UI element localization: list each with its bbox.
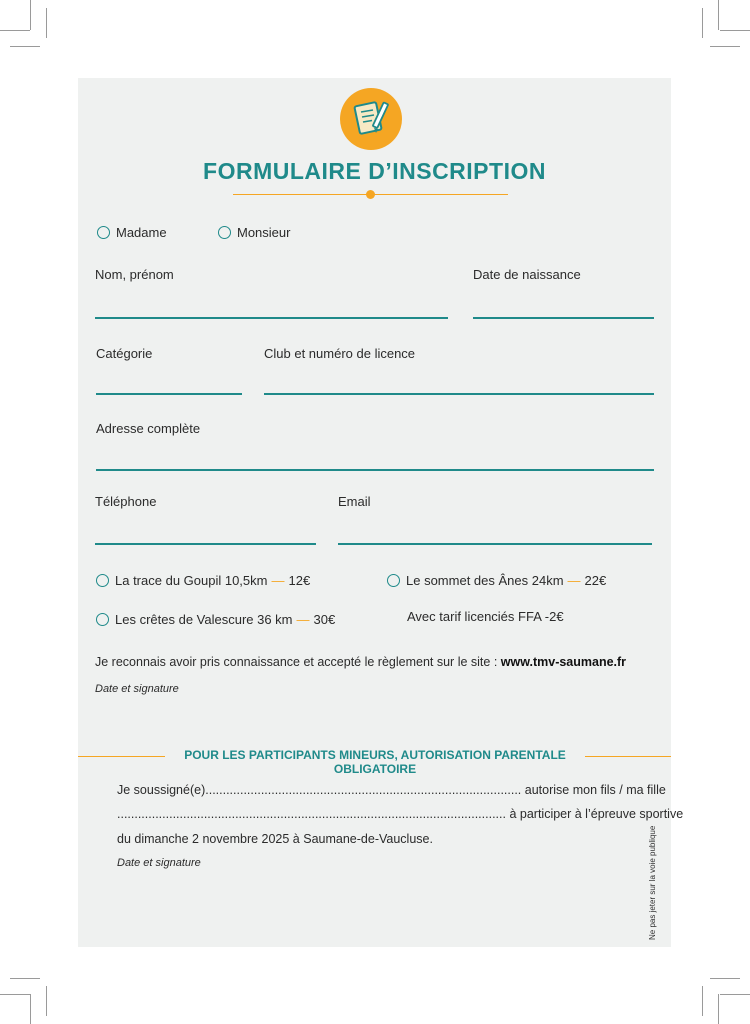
- price-separator: —: [567, 573, 581, 588]
- crop-mark: [30, 994, 31, 1024]
- minor-section-title: POUR LES PARTICIPANTS MINEURS, AUTORISATION PARENTALE OBLIGATOIRE: [184, 748, 566, 776]
- label-email: Email: [338, 494, 371, 509]
- label-naissance: Date de naissance: [473, 267, 581, 282]
- field-telephone[interactable]: [95, 543, 316, 545]
- field-club[interactable]: [264, 393, 654, 395]
- radio-circle[interactable]: [218, 226, 231, 239]
- auth-line2-end: à participer à l’épreuve sportive: [509, 807, 684, 821]
- radio-circle[interactable]: [96, 613, 109, 626]
- field-categorie[interactable]: [96, 393, 242, 395]
- radio-monsieur[interactable]: [218, 225, 290, 240]
- radio-circle[interactable]: [387, 574, 400, 587]
- field-email[interactable]: [338, 543, 652, 545]
- crop-mark: [702, 8, 703, 38]
- registration-form-sheet: [78, 78, 684, 947]
- crop-mark: [718, 994, 719, 1024]
- crop-mark: [720, 994, 750, 995]
- section-rule-right: [585, 756, 671, 757]
- side-note: Ne pas jeter sur la voie publique: [648, 825, 657, 940]
- crop-mark: [720, 30, 750, 31]
- radio-label: Madame: [116, 225, 167, 240]
- label-nom: Nom, prénom: [95, 267, 174, 282]
- consent-statement: [95, 655, 626, 669]
- race-name: Les crêtes de Valescure 36 km: [115, 612, 293, 627]
- consent-text: Je reconnais avoir pris connaissance et accepté le règlement sur le site :: [95, 655, 498, 669]
- field-naissance[interactable]: [473, 317, 654, 319]
- race-name: Le sommet des Ânes 24km: [406, 573, 564, 588]
- authorization-line-3: du dimanche 2 novembre 2025 à Saumane-de-Vaucluse.: [117, 832, 433, 846]
- label-adresse: Adresse complète: [96, 421, 201, 436]
- crop-mark: [718, 0, 719, 30]
- label-telephone: Téléphone: [95, 494, 157, 509]
- crop-mark: [10, 978, 40, 979]
- auth-line1-start: Je soussigné(e): [117, 783, 206, 797]
- form-title: FORMULAIRE D’INSCRIPTION: [203, 158, 546, 184]
- label-categorie: Catégorie: [96, 346, 153, 361]
- radio-race-anes[interactable]: [387, 573, 606, 588]
- crop-mark: [46, 8, 47, 38]
- crop-mark: [0, 994, 30, 995]
- crop-mark: [46, 986, 47, 1016]
- ffa-discount-note: Avec tarif licenciés FFA -2€: [407, 609, 564, 624]
- crop-mark: [10, 46, 40, 47]
- field-adresse[interactable]: [96, 469, 654, 471]
- radio-circle[interactable]: [97, 226, 110, 239]
- parent-name-field[interactable]: ...........................................................................................: [205, 783, 522, 797]
- race-price: 12€: [288, 573, 311, 588]
- minor-signature-label: Date et signature: [117, 857, 201, 869]
- radio-race-goupil[interactable]: [96, 573, 310, 588]
- radio-race-cretes[interactable]: [96, 612, 335, 627]
- title-dot: [366, 190, 375, 199]
- race-price: 30€: [313, 612, 336, 627]
- signature-label: Date et signature: [95, 683, 179, 695]
- crop-mark: [710, 978, 740, 979]
- rules-site-link[interactable]: www.tmv-saumane.fr: [500, 655, 627, 669]
- field-nom[interactable]: [95, 317, 448, 319]
- auth-line1-end: autorise mon fils / ma fille: [524, 783, 666, 797]
- child-name-field[interactable]: ................................................................................................................: [117, 807, 506, 821]
- section-rule-left: [78, 756, 165, 757]
- price-separator: —: [271, 573, 285, 588]
- authorization-line-2: [117, 807, 683, 821]
- form-writing-icon: [340, 88, 402, 150]
- crop-mark: [710, 46, 740, 47]
- radio-madame[interactable]: [97, 225, 167, 240]
- authorization-line-1: [117, 783, 666, 797]
- radio-label: Monsieur: [237, 225, 291, 240]
- race-name: La trace du Goupil 10,5km: [115, 573, 268, 588]
- radio-circle[interactable]: [96, 574, 109, 587]
- price-separator: —: [296, 612, 310, 627]
- crop-mark: [0, 30, 30, 31]
- crop-mark: [702, 986, 703, 1016]
- crop-mark: [30, 0, 31, 30]
- race-price: 22€: [584, 573, 607, 588]
- label-club: Club et numéro de licence: [264, 346, 416, 361]
